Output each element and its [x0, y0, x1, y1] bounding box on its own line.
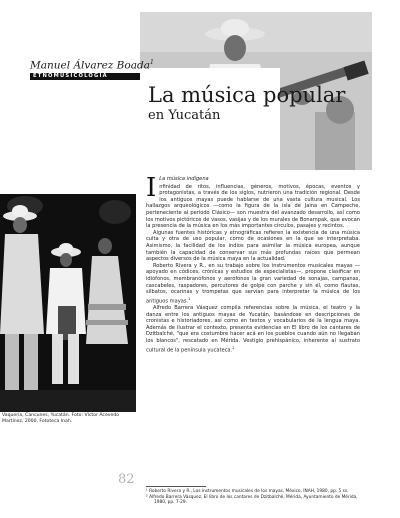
- page-number: 82: [118, 472, 135, 487]
- photo-caption: Vaquería, Cancunes, Yucatán. Foto: Víctor Acevedo Martínez, 2000, Fototeca Inah.: [2, 413, 120, 424]
- vaqueria-dance-illustration: [0, 194, 136, 412]
- author-name: Manuel Álvarez Boada$^1$: [30, 59, 154, 72]
- footnote-mark-2: 2: [232, 345, 235, 350]
- article-subtitle: en Yucatán: [148, 108, 221, 123]
- section-heading: La música indígena: [159, 176, 209, 182]
- footnote-2: ² Alfredo Barrera Vásquez, El libro de los cantares de Dzitbalché, Mérida, Ayuntamiento de Mérida, 1980, pp. 7-29.: [146, 494, 358, 506]
- paragraph-1: nfinidad de ritos, influencias, géneros, motivos, épocas, eventos y protagonistas, a través de los siglos, nutrieron una tradición regional. Desde los antiguos mayas puede hablarse de una vasta cultura musical. Los hallazgos arqueológicos —como la figura de la isla de Jaina en Campeche, perteneciente al periodo Clásico— son muestra del avanzado desarrollo, así como los motivos pictóricos de vasos, vasijas y de los murales de Bonampak, que evocan la presencia de la música en los más importantes círculos, pasajes y recintos.: [146, 183, 360, 230]
- footnote-1: ¹ Roberto Rivera y R., Los instrumentos musicales de los mayas, México, INAH, 1980, pp. 5 ss.: [146, 489, 349, 494]
- vaqueria-dance-photo: [0, 194, 136, 412]
- drop-cap: I: [146, 173, 157, 203]
- author-footnote-mark: 1: [149, 59, 154, 66]
- footnote-mark-1: 1: [188, 296, 191, 301]
- paragraph-4: Alfredo Barrera Vásquez compila referencias sobre la música, el teatro y la danza entre los antiguos mayas de Yucatán, basándose en descripciones de cronistas e historiadores, así como en textos y vocabularios de la lengua maya. Además de ilustrar el contexto, presenta evidencias en El libro de los cantares de Dzitbalché, "que era costumbre hacer acá en los pueblos cuando aún no llegaban los blancos", rescatado en Mérida. Vestigio prehispánico, inherente al sustrato cultural de la península yucateca.$^2$: [146, 304, 360, 354]
- article-title: La música popular: [148, 83, 346, 107]
- paragraph-2: Algunas fuentes históricas y etnográficas refieren la existencia de una música culta y otra de uso popular, como de ocasiones en la que se interpretaba. Asimismo, la facilidad de los indios para asimilar la música europea, aunque también la capacidad de conservar sus más profundas raíces que permean aspectos diversos de la música maya en la actualidad.: [146, 229, 360, 263]
- footnote-rule: [146, 486, 206, 487]
- section-label: ETNOMUSICOLOGÍA: [30, 73, 140, 80]
- footnotes: [146, 489, 360, 506]
- article-body: [146, 173, 360, 354]
- paragraph-3: Roberto Rivera y R., en su trabajo sobre los instrumentos musicales mayas —apoyado en códices, crónicas y estudios de especialistas—, propone clasificar en idiófonos, membranófonos y aerófonos la gran variedad de sonajas, campanas, cascabeles, raspadores, percutores de golpe con parche y sin él, como flautas, silbatos, ocarinas y trompetas que servían para interpretar la música de los antiguos mayas.$^1$: [146, 262, 360, 305]
